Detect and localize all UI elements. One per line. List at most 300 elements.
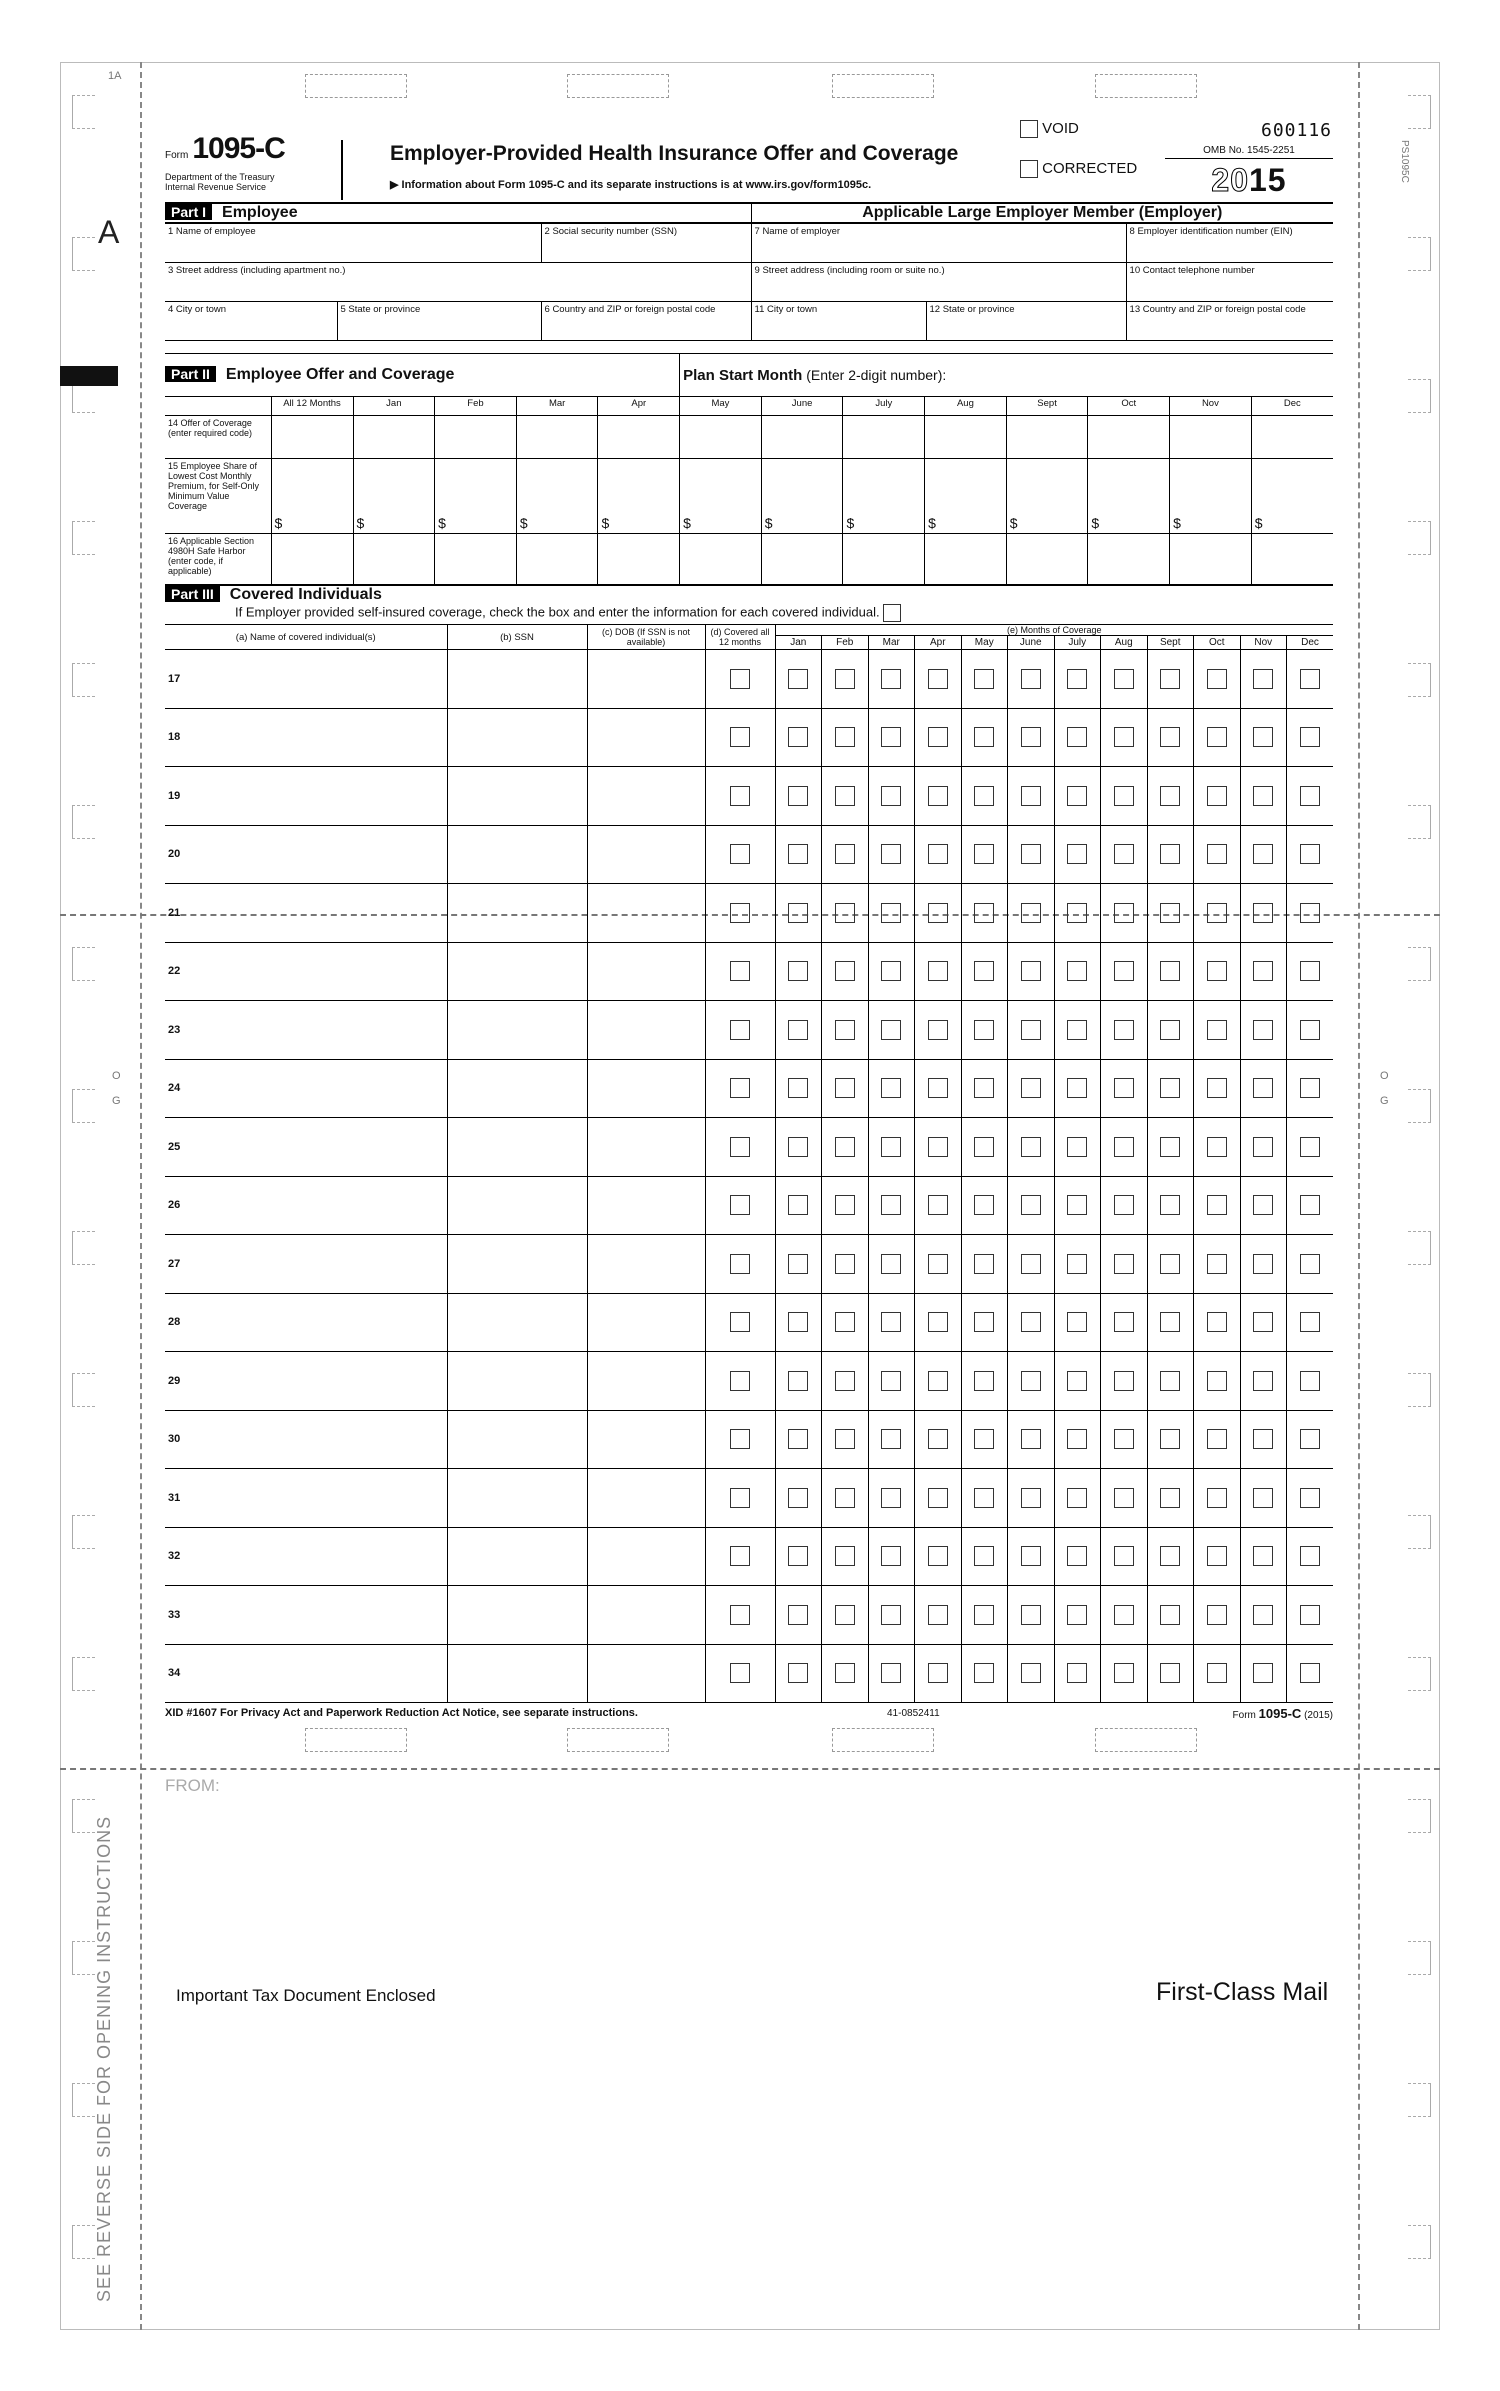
month-checkbox[interactable] <box>1067 903 1087 923</box>
covered-name-cell[interactable] <box>165 1059 447 1118</box>
month-checkbox[interactable] <box>1114 1429 1134 1449</box>
month-checkbox[interactable] <box>1207 903 1227 923</box>
month-checkbox[interactable] <box>1114 1195 1134 1215</box>
month-checkbox[interactable] <box>1300 1137 1320 1157</box>
month-checkbox[interactable] <box>1207 727 1227 747</box>
month-checkbox[interactable] <box>1160 1195 1180 1215</box>
month-checkbox[interactable] <box>974 1488 994 1508</box>
all-months-checkbox[interactable] <box>730 1137 750 1157</box>
month-checkbox[interactable] <box>788 1371 808 1391</box>
covered-name-cell[interactable] <box>165 1176 447 1235</box>
month-checkbox[interactable] <box>1253 1488 1273 1508</box>
month-checkbox[interactable] <box>1300 1312 1320 1332</box>
month-checkbox[interactable] <box>881 1137 901 1157</box>
month-checkbox[interactable] <box>788 1312 808 1332</box>
covered-name-cell[interactable] <box>165 767 447 826</box>
month-checkbox[interactable] <box>1253 961 1273 981</box>
covered-name-cell[interactable] <box>165 1352 447 1411</box>
covered-ssn-cell[interactable] <box>447 708 587 767</box>
month-checkbox[interactable] <box>788 1020 808 1040</box>
part2-employee-share-cell[interactable] <box>680 459 762 534</box>
month-checkbox[interactable] <box>1114 1254 1134 1274</box>
covered-ssn-cell[interactable] <box>447 1176 587 1235</box>
month-checkbox[interactable] <box>835 1605 855 1625</box>
month-checkbox[interactable] <box>1300 727 1320 747</box>
covered-dob-cell[interactable] <box>587 1059 705 1118</box>
month-checkbox[interactable] <box>1160 1254 1180 1274</box>
part2-employee-share-cell[interactable] <box>1088 459 1170 534</box>
covered-ssn-cell[interactable] <box>447 1352 587 1411</box>
all-months-checkbox[interactable] <box>730 1195 750 1215</box>
month-checkbox[interactable] <box>974 1137 994 1157</box>
month-checkbox[interactable] <box>1160 1078 1180 1098</box>
month-checkbox[interactable] <box>835 1546 855 1566</box>
covered-dob-cell[interactable] <box>587 1118 705 1177</box>
month-checkbox[interactable] <box>1253 1312 1273 1332</box>
month-checkbox[interactable] <box>1207 1488 1227 1508</box>
month-checkbox[interactable] <box>1114 1663 1134 1683</box>
part2-employee-share-cell[interactable] <box>925 459 1007 534</box>
covered-dob-cell[interactable] <box>587 1352 705 1411</box>
month-checkbox[interactable] <box>1160 1312 1180 1332</box>
part2-offer-of-coverage-cell[interactable] <box>761 416 843 459</box>
month-checkbox[interactable] <box>1207 1429 1227 1449</box>
month-checkbox[interactable] <box>1207 1371 1227 1391</box>
month-checkbox[interactable] <box>1160 844 1180 864</box>
month-checkbox[interactable] <box>1300 786 1320 806</box>
month-checkbox[interactable] <box>835 1078 855 1098</box>
covered-ssn-cell[interactable] <box>447 884 587 943</box>
part2-offer-of-coverage-cell[interactable] <box>1006 416 1088 459</box>
all-months-checkbox[interactable] <box>730 1546 750 1566</box>
part2-offer-of-coverage-cell[interactable] <box>1170 416 1252 459</box>
all-months-checkbox[interactable] <box>730 727 750 747</box>
month-checkbox[interactable] <box>1114 786 1134 806</box>
month-checkbox[interactable] <box>1300 903 1320 923</box>
month-checkbox[interactable] <box>1253 1429 1273 1449</box>
month-checkbox[interactable] <box>1067 1312 1087 1332</box>
covered-name-cell[interactable] <box>165 825 447 884</box>
month-checkbox[interactable] <box>1253 1254 1273 1274</box>
covered-name-cell[interactable] <box>165 1293 447 1352</box>
month-checkbox[interactable] <box>1067 1546 1087 1566</box>
part2-safe-harbor-cell[interactable] <box>1006 534 1088 585</box>
month-checkbox[interactable] <box>788 1137 808 1157</box>
month-checkbox[interactable] <box>1067 1195 1087 1215</box>
part2-employee-share-cell[interactable] <box>843 459 925 534</box>
part2-offer-of-coverage-cell[interactable] <box>353 416 435 459</box>
part2-safe-harbor-cell[interactable] <box>271 534 353 585</box>
all-months-checkbox[interactable] <box>730 1663 750 1683</box>
all-months-checkbox[interactable] <box>730 669 750 689</box>
month-checkbox[interactable] <box>1067 1078 1087 1098</box>
month-checkbox[interactable] <box>1253 903 1273 923</box>
month-checkbox[interactable] <box>1300 1254 1320 1274</box>
month-checkbox[interactable] <box>788 903 808 923</box>
month-checkbox[interactable] <box>1300 1371 1320 1391</box>
covered-dob-cell[interactable] <box>587 1410 705 1469</box>
month-checkbox[interactable] <box>835 786 855 806</box>
field-employer-city[interactable]: 11 City or town <box>751 302 926 341</box>
month-checkbox[interactable] <box>1253 1605 1273 1625</box>
month-checkbox[interactable] <box>928 844 948 864</box>
month-checkbox[interactable] <box>788 961 808 981</box>
month-checkbox[interactable] <box>1160 669 1180 689</box>
field-employer-street[interactable]: 9 Street address (including room or suite no.) <box>751 263 1126 302</box>
month-checkbox[interactable] <box>1300 669 1320 689</box>
covered-name-cell[interactable] <box>165 1410 447 1469</box>
month-checkbox[interactable] <box>974 1546 994 1566</box>
field-employee-city[interactable]: 4 City or town <box>165 302 337 341</box>
month-checkbox[interactable] <box>881 844 901 864</box>
month-checkbox[interactable] <box>1021 669 1041 689</box>
month-checkbox[interactable] <box>928 1078 948 1098</box>
month-checkbox[interactable] <box>1253 844 1273 864</box>
month-checkbox[interactable] <box>1160 1371 1180 1391</box>
covered-name-cell[interactable] <box>165 1586 447 1645</box>
month-checkbox[interactable] <box>974 669 994 689</box>
month-checkbox[interactable] <box>788 1078 808 1098</box>
all-months-checkbox[interactable] <box>730 1605 750 1625</box>
part2-employee-share-cell[interactable] <box>516 459 598 534</box>
month-checkbox[interactable] <box>1021 844 1041 864</box>
month-checkbox[interactable] <box>928 1254 948 1274</box>
month-checkbox[interactable] <box>1114 1312 1134 1332</box>
covered-ssn-cell[interactable] <box>447 1469 587 1528</box>
month-checkbox[interactable] <box>928 1137 948 1157</box>
covered-name-cell[interactable] <box>165 708 447 767</box>
part2-safe-harbor-cell[interactable] <box>353 534 435 585</box>
month-checkbox[interactable] <box>1207 961 1227 981</box>
month-checkbox[interactable] <box>835 1371 855 1391</box>
field-employee-street[interactable]: 3 Street address (including apartment no.) <box>165 263 751 302</box>
month-checkbox[interactable] <box>1160 1137 1180 1157</box>
month-checkbox[interactable] <box>1253 727 1273 747</box>
covered-ssn-cell[interactable] <box>447 1410 587 1469</box>
field-employer-zip[interactable]: 13 Country and ZIP or foreign postal code <box>1126 302 1333 341</box>
covered-dob-cell[interactable] <box>587 1001 705 1060</box>
part2-safe-harbor-cell[interactable] <box>761 534 843 585</box>
month-checkbox[interactable] <box>974 1605 994 1625</box>
month-checkbox[interactable] <box>1114 961 1134 981</box>
covered-dob-cell[interactable] <box>587 1586 705 1645</box>
month-checkbox[interactable] <box>1114 727 1134 747</box>
month-checkbox[interactable] <box>835 1254 855 1274</box>
corrected-checkbox[interactable] <box>1020 160 1038 178</box>
covered-dob-cell[interactable] <box>587 1527 705 1586</box>
month-checkbox[interactable] <box>881 1663 901 1683</box>
month-checkbox[interactable] <box>881 1078 901 1098</box>
month-checkbox[interactable] <box>1067 786 1087 806</box>
all-months-checkbox[interactable] <box>730 844 750 864</box>
field-employer-state[interactable]: 12 State or province <box>926 302 1126 341</box>
month-checkbox[interactable] <box>928 1429 948 1449</box>
covered-name-cell[interactable] <box>165 942 447 1001</box>
month-checkbox[interactable] <box>1114 1371 1134 1391</box>
month-checkbox[interactable] <box>1207 1663 1227 1683</box>
month-checkbox[interactable] <box>974 1078 994 1098</box>
month-checkbox[interactable] <box>1067 1429 1087 1449</box>
month-checkbox[interactable] <box>1067 844 1087 864</box>
month-checkbox[interactable] <box>881 1546 901 1566</box>
corrected-option[interactable] <box>1020 160 1137 178</box>
void-option[interactable] <box>1020 120 1079 138</box>
month-checkbox[interactable] <box>1207 1312 1227 1332</box>
all-months-checkbox[interactable] <box>730 961 750 981</box>
month-checkbox[interactable] <box>1114 844 1134 864</box>
month-checkbox[interactable] <box>881 669 901 689</box>
part2-employee-share-cell[interactable] <box>271 459 353 534</box>
month-checkbox[interactable] <box>1207 1195 1227 1215</box>
month-checkbox[interactable] <box>1253 1546 1273 1566</box>
covered-name-cell[interactable] <box>165 1001 447 1060</box>
month-checkbox[interactable] <box>974 903 994 923</box>
month-checkbox[interactable] <box>1160 1488 1180 1508</box>
month-checkbox[interactable] <box>974 1429 994 1449</box>
month-checkbox[interactable] <box>1300 1078 1320 1098</box>
covered-ssn-cell[interactable] <box>447 1118 587 1177</box>
month-checkbox[interactable] <box>835 1312 855 1332</box>
month-checkbox[interactable] <box>974 1312 994 1332</box>
field-employee-ssn[interactable]: 2 Social security number (SSN) <box>541 224 751 263</box>
month-checkbox[interactable] <box>1021 1371 1041 1391</box>
month-checkbox[interactable] <box>1021 1137 1041 1157</box>
part2-employee-share-cell[interactable] <box>1006 459 1088 534</box>
month-checkbox[interactable] <box>835 1137 855 1157</box>
month-checkbox[interactable] <box>788 786 808 806</box>
covered-dob-cell[interactable] <box>587 884 705 943</box>
part2-safe-harbor-cell[interactable] <box>680 534 762 585</box>
month-checkbox[interactable] <box>1114 1488 1134 1508</box>
part2-employee-share-cell[interactable] <box>761 459 843 534</box>
all-months-checkbox[interactable] <box>730 1371 750 1391</box>
all-months-checkbox[interactable] <box>730 1078 750 1098</box>
covered-dob-cell[interactable] <box>587 825 705 884</box>
covered-ssn-cell[interactable] <box>447 1293 587 1352</box>
month-checkbox[interactable] <box>1207 1137 1227 1157</box>
month-checkbox[interactable] <box>788 1546 808 1566</box>
month-checkbox[interactable] <box>835 1195 855 1215</box>
month-checkbox[interactable] <box>1021 1020 1041 1040</box>
month-checkbox[interactable] <box>835 669 855 689</box>
covered-name-cell[interactable] <box>165 1235 447 1294</box>
all-months-checkbox[interactable] <box>730 1488 750 1508</box>
month-checkbox[interactable] <box>928 1371 948 1391</box>
part2-offer-of-coverage-cell[interactable] <box>1251 416 1333 459</box>
month-checkbox[interactable] <box>1253 786 1273 806</box>
month-checkbox[interactable] <box>928 1546 948 1566</box>
month-checkbox[interactable] <box>1300 1546 1320 1566</box>
all-months-checkbox[interactable] <box>730 786 750 806</box>
covered-ssn-cell[interactable] <box>447 825 587 884</box>
month-checkbox[interactable] <box>1067 669 1087 689</box>
month-checkbox[interactable] <box>1067 1020 1087 1040</box>
covered-ssn-cell[interactable] <box>447 1644 587 1703</box>
month-checkbox[interactable] <box>1114 1605 1134 1625</box>
month-checkbox[interactable] <box>1207 1254 1227 1274</box>
covered-ssn-cell[interactable] <box>447 1235 587 1294</box>
month-checkbox[interactable] <box>974 1371 994 1391</box>
part2-safe-harbor-cell[interactable] <box>925 534 1007 585</box>
month-checkbox[interactable] <box>1114 1078 1134 1098</box>
month-checkbox[interactable] <box>974 1254 994 1274</box>
part2-offer-of-coverage-cell[interactable] <box>271 416 353 459</box>
part2-safe-harbor-cell[interactable] <box>843 534 925 585</box>
covered-dob-cell[interactable] <box>587 1469 705 1528</box>
all-months-checkbox[interactable] <box>730 1254 750 1274</box>
month-checkbox[interactable] <box>1207 669 1227 689</box>
month-checkbox[interactable] <box>1253 1078 1273 1098</box>
covered-dob-cell[interactable] <box>587 650 705 709</box>
month-checkbox[interactable] <box>1253 1195 1273 1215</box>
part2-offer-of-coverage-cell[interactable] <box>516 416 598 459</box>
month-checkbox[interactable] <box>1067 1663 1087 1683</box>
month-checkbox[interactable] <box>928 903 948 923</box>
month-checkbox[interactable] <box>881 1605 901 1625</box>
month-checkbox[interactable] <box>1021 1078 1041 1098</box>
covered-ssn-cell[interactable] <box>447 1586 587 1645</box>
month-checkbox[interactable] <box>835 727 855 747</box>
month-checkbox[interactable] <box>1207 844 1227 864</box>
month-checkbox[interactable] <box>1160 1605 1180 1625</box>
covered-name-cell[interactable] <box>165 1527 447 1586</box>
month-checkbox[interactable] <box>835 1429 855 1449</box>
month-checkbox[interactable] <box>928 1488 948 1508</box>
part2-safe-harbor-cell[interactable] <box>435 534 517 585</box>
all-months-checkbox[interactable] <box>730 1312 750 1332</box>
month-checkbox[interactable] <box>1300 1488 1320 1508</box>
part2-safe-harbor-cell[interactable] <box>516 534 598 585</box>
part2-offer-of-coverage-cell[interactable] <box>435 416 517 459</box>
month-checkbox[interactable] <box>974 1195 994 1215</box>
month-checkbox[interactable] <box>788 1605 808 1625</box>
month-checkbox[interactable] <box>1300 1663 1320 1683</box>
field-employee-zip[interactable]: 6 Country and ZIP or foreign postal code <box>541 302 751 341</box>
month-checkbox[interactable] <box>835 844 855 864</box>
month-checkbox[interactable] <box>974 961 994 981</box>
month-checkbox[interactable] <box>1160 903 1180 923</box>
month-checkbox[interactable] <box>788 727 808 747</box>
month-checkbox[interactable] <box>1067 1137 1087 1157</box>
month-checkbox[interactable] <box>1300 1605 1320 1625</box>
month-checkbox[interactable] <box>974 786 994 806</box>
month-checkbox[interactable] <box>1021 1546 1041 1566</box>
covered-ssn-cell[interactable] <box>447 767 587 826</box>
month-checkbox[interactable] <box>928 727 948 747</box>
month-checkbox[interactable] <box>1021 727 1041 747</box>
covered-ssn-cell[interactable] <box>447 1059 587 1118</box>
month-checkbox[interactable] <box>1207 1546 1227 1566</box>
month-checkbox[interactable] <box>1207 1605 1227 1625</box>
month-checkbox[interactable] <box>1021 903 1041 923</box>
month-checkbox[interactable] <box>788 1429 808 1449</box>
month-checkbox[interactable] <box>1160 786 1180 806</box>
month-checkbox[interactable] <box>788 1488 808 1508</box>
month-checkbox[interactable] <box>1114 669 1134 689</box>
covered-ssn-cell[interactable] <box>447 942 587 1001</box>
part2-employee-share-cell[interactable] <box>435 459 517 534</box>
covered-dob-cell[interactable] <box>587 1293 705 1352</box>
month-checkbox[interactable] <box>835 903 855 923</box>
month-checkbox[interactable] <box>1207 786 1227 806</box>
covered-name-cell[interactable] <box>165 1469 447 1528</box>
month-checkbox[interactable] <box>928 786 948 806</box>
month-checkbox[interactable] <box>1067 727 1087 747</box>
covered-dob-cell[interactable] <box>587 708 705 767</box>
part2-safe-harbor-cell[interactable] <box>1088 534 1170 585</box>
month-checkbox[interactable] <box>1300 1429 1320 1449</box>
month-checkbox[interactable] <box>1067 1605 1087 1625</box>
part2-employee-share-cell[interactable] <box>353 459 435 534</box>
month-checkbox[interactable] <box>788 1195 808 1215</box>
plan-start-month[interactable] <box>680 354 1333 397</box>
covered-name-cell[interactable] <box>165 1118 447 1177</box>
month-checkbox[interactable] <box>1253 669 1273 689</box>
month-checkbox[interactable] <box>928 1312 948 1332</box>
part2-offer-of-coverage-cell[interactable] <box>680 416 762 459</box>
month-checkbox[interactable] <box>1021 1195 1041 1215</box>
month-checkbox[interactable] <box>928 1605 948 1625</box>
covered-name-cell[interactable] <box>165 650 447 709</box>
month-checkbox[interactable] <box>1207 1020 1227 1040</box>
month-checkbox[interactable] <box>1067 961 1087 981</box>
month-checkbox[interactable] <box>928 961 948 981</box>
covered-dob-cell[interactable] <box>587 942 705 1001</box>
month-checkbox[interactable] <box>1114 1137 1134 1157</box>
month-checkbox[interactable] <box>881 1371 901 1391</box>
month-checkbox[interactable] <box>881 1429 901 1449</box>
self-insured-checkbox[interactable] <box>883 604 901 622</box>
month-checkbox[interactable] <box>881 1195 901 1215</box>
month-checkbox[interactable] <box>1160 1429 1180 1449</box>
month-checkbox[interactable] <box>1067 1371 1087 1391</box>
field-employer-phone[interactable]: 10 Contact telephone number <box>1126 263 1333 302</box>
field-employer-ein[interactable]: 8 Employer identification number (EIN) <box>1126 224 1333 263</box>
month-checkbox[interactable] <box>1207 1078 1227 1098</box>
all-months-checkbox[interactable] <box>730 1429 750 1449</box>
month-checkbox[interactable] <box>1160 1546 1180 1566</box>
month-checkbox[interactable] <box>1160 1663 1180 1683</box>
part2-offer-of-coverage-cell[interactable] <box>843 416 925 459</box>
month-checkbox[interactable] <box>835 961 855 981</box>
month-checkbox[interactable] <box>928 669 948 689</box>
month-checkbox[interactable] <box>928 1663 948 1683</box>
month-checkbox[interactable] <box>881 1312 901 1332</box>
month-checkbox[interactable] <box>1253 1020 1273 1040</box>
month-checkbox[interactable] <box>1160 1020 1180 1040</box>
month-checkbox[interactable] <box>1300 961 1320 981</box>
month-checkbox[interactable] <box>1114 1020 1134 1040</box>
covered-ssn-cell[interactable] <box>447 1527 587 1586</box>
month-checkbox[interactable] <box>788 669 808 689</box>
part2-offer-of-coverage-cell[interactable] <box>1088 416 1170 459</box>
covered-dob-cell[interactable] <box>587 767 705 826</box>
month-checkbox[interactable] <box>835 1020 855 1040</box>
covered-dob-cell[interactable] <box>587 1235 705 1294</box>
month-checkbox[interactable] <box>1114 903 1134 923</box>
month-checkbox[interactable] <box>1253 1137 1273 1157</box>
month-checkbox[interactable] <box>881 786 901 806</box>
month-checkbox[interactable] <box>928 1020 948 1040</box>
month-checkbox[interactable] <box>1114 1546 1134 1566</box>
part2-offer-of-coverage-cell[interactable] <box>925 416 1007 459</box>
month-checkbox[interactable] <box>788 1663 808 1683</box>
month-checkbox[interactable] <box>1300 1195 1320 1215</box>
month-checkbox[interactable] <box>835 1663 855 1683</box>
part2-employee-share-cell[interactable] <box>1251 459 1333 534</box>
month-checkbox[interactable] <box>881 1020 901 1040</box>
month-checkbox[interactable] <box>928 1195 948 1215</box>
